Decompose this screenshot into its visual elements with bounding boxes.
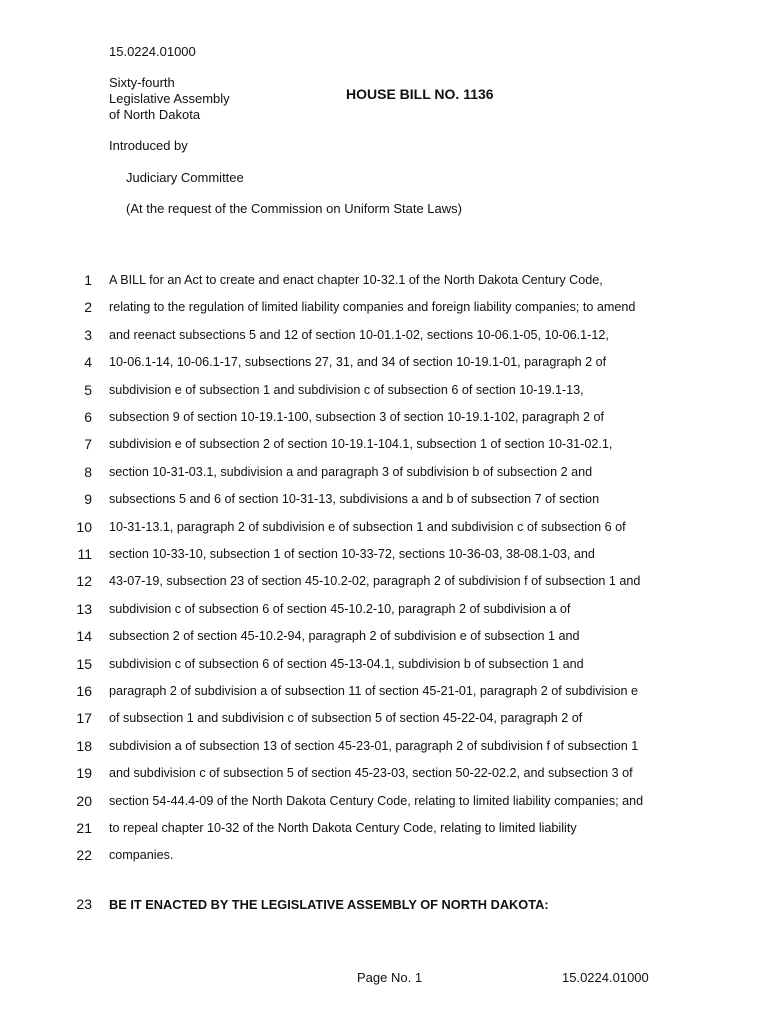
enacting-clause: BE IT ENACTED BY THE LEGISLATIVE ASSEMBLY OF NORTH DAKOTA: bbox=[109, 897, 549, 912]
line-1 bbox=[0, 272, 770, 292]
line-6 bbox=[0, 409, 770, 429]
line-18 bbox=[0, 738, 770, 758]
line-14 bbox=[0, 628, 770, 648]
line-text: to repeal chapter 10-32 of the North Dakota Century Code, relating to limited liability bbox=[109, 821, 577, 835]
line-number: 7 bbox=[84, 436, 92, 453]
line-text: of subsection 1 and subdivision c of subsection 5 of section 45-22-04, paragraph 2 of bbox=[109, 711, 583, 726]
line-number: 2 bbox=[84, 299, 92, 316]
line-15 bbox=[0, 656, 770, 676]
line-number: 13 bbox=[76, 600, 92, 617]
assembly-line-3: of North Dakota bbox=[109, 107, 201, 122]
line-number: 5 bbox=[84, 381, 92, 398]
line-text: section 54-44.4-09 of the North Dakota Century Code, relating to limited liability companies; and bbox=[109, 793, 644, 808]
line-number: 18 bbox=[76, 737, 92, 754]
line-text: A BILL for an Act to create and enact chapter 10-32.1 of the North Dakota Century Code, bbox=[109, 273, 603, 287]
line-text: relating to the regulation of limited liability companies and foreign liability companies; to amend bbox=[109, 300, 636, 315]
line-text: and reenact subsections 5 and 12 of section 10-01.1-02, sections 10-06.1-05, 10-06.1-12, bbox=[109, 327, 609, 342]
line-number: 6 bbox=[84, 409, 92, 425]
line-10 bbox=[0, 519, 770, 539]
line-text: 43-07-19, subsection 23 of section 45-10.2-02, paragraph 2 of subdivision f of subsection 1 and bbox=[109, 574, 641, 589]
line-text: 10-31-13.1, paragraph 2 of subdivision e of subsection 1 and subdivision c of subsection 6 of bbox=[109, 519, 626, 534]
line-22 bbox=[0, 847, 770, 867]
line-13 bbox=[0, 601, 770, 621]
line-text: and subdivision c of subsection 5 of section 45-23-03, section 50-22-02.2, and subsection 3 of bbox=[109, 766, 633, 781]
line-2 bbox=[0, 299, 770, 319]
line-7 bbox=[0, 436, 770, 456]
line-text: subdivision e of subsection 2 of section 10-19.1-104.1, subsection 1 of section 10-31-02.1, bbox=[109, 437, 613, 452]
introduced-by: Introduced by bbox=[109, 138, 188, 153]
line-5 bbox=[0, 382, 770, 402]
line-19 bbox=[0, 765, 770, 785]
line-number: 9 bbox=[84, 491, 92, 508]
line-text: subsection 9 of section 10-19.1-100, subsection 3 of section 10-19.1-102, paragraph 2 of bbox=[109, 410, 604, 424]
line-number: 19 bbox=[76, 765, 92, 782]
line-number: 1 bbox=[84, 272, 92, 288]
line-number: 8 bbox=[84, 463, 92, 480]
line-16 bbox=[0, 683, 770, 703]
line-number: 14 bbox=[76, 628, 92, 645]
line-text: 10-06.1-14, 10-06.1-17, subsections 27, 31, and 34 of section 10-19.1-01, paragraph 2 of bbox=[109, 355, 607, 370]
line-number: 11 bbox=[77, 546, 92, 562]
line-number: 17 bbox=[76, 710, 92, 727]
assembly-line-1: Sixty-fourth bbox=[109, 75, 175, 90]
bill-title: HOUSE BILL NO. 1136 bbox=[346, 86, 494, 102]
line-number: 4 bbox=[84, 354, 92, 371]
line-number: 12 bbox=[76, 573, 92, 590]
line-text: companies. bbox=[109, 848, 174, 863]
request-note: (At the request of the Commission on Uniform State Laws) bbox=[126, 201, 462, 216]
line-21 bbox=[0, 820, 770, 840]
line-text: paragraph 2 of subdivision a of subsection 11 of section 45-21-01, paragraph 2 of subdivision e bbox=[109, 684, 639, 698]
line-17 bbox=[0, 710, 770, 730]
line-number: 10 bbox=[76, 518, 92, 535]
line-text: subdivision e of subsection 1 and subdivision c of subsection 6 of section 10-19.1-13, bbox=[109, 382, 584, 397]
line-text: subdivision a of subsection 13 of section 45-23-01, paragraph 2 of subdivision f of subsection 1 bbox=[109, 738, 639, 753]
committee: Judiciary Committee bbox=[126, 170, 244, 185]
line-text: subsections 5 and 6 of section 10-31-13, subdivisions a and b of subsection 7 of section bbox=[109, 492, 600, 507]
line-text: subsection 2 of section 45-10.2-94, paragraph 2 of subdivision e of subsection 1 and bbox=[109, 629, 580, 644]
line-text: section 10-33-10, subsection 1 of section 10-33-72, sections 10-36-03, 38-08.1-03, and bbox=[109, 547, 595, 561]
line-number: 20 bbox=[76, 792, 92, 809]
line-4 bbox=[0, 354, 770, 374]
line-number: 15 bbox=[76, 655, 92, 672]
line-8 bbox=[0, 464, 770, 484]
footer-document-number: 15.0224.01000 bbox=[562, 970, 649, 985]
line-20 bbox=[0, 793, 770, 813]
assembly-info bbox=[109, 75, 230, 123]
line-11 bbox=[0, 546, 770, 566]
line-text: subdivision c of subsection 6 of section 45-13-04.1, subdivision b of subsection 1 and bbox=[109, 656, 584, 671]
line-23 bbox=[0, 896, 770, 916]
line-12 bbox=[0, 573, 770, 593]
page-number: Page No. 1 bbox=[357, 970, 423, 985]
document-number: 15.0224.01000 bbox=[109, 44, 196, 59]
line-number: 21 bbox=[76, 820, 92, 836]
line-3 bbox=[0, 327, 770, 347]
assembly-line-2: Legislative Assembly bbox=[109, 91, 230, 106]
line-number: 23 bbox=[76, 896, 92, 912]
line-9 bbox=[0, 491, 770, 511]
line-number: 22 bbox=[76, 847, 92, 864]
line-number: 16 bbox=[76, 683, 92, 699]
line-number: 3 bbox=[84, 326, 92, 343]
line-text: section 10-31-03.1, subdivision a and paragraph 3 of subdivision b of subsection 2 and bbox=[109, 464, 593, 479]
line-text: subdivision c of subsection 6 of section 45-10.2-10, paragraph 2 of subdivision a of bbox=[109, 601, 571, 616]
